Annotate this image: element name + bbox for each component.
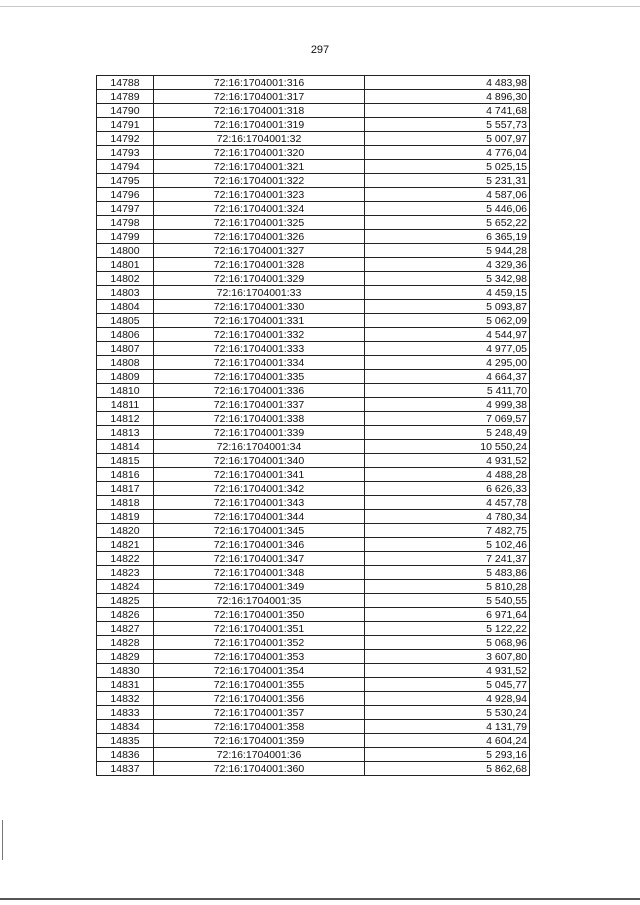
row-number-cell: 14808 [97, 356, 154, 370]
row-number-cell: 14800 [97, 244, 154, 258]
value-cell: 5 652,22 [365, 216, 530, 230]
table-row [97, 202, 530, 216]
row-number-cell: 14819 [97, 510, 154, 524]
table-row [97, 552, 530, 566]
row-number-cell: 14822 [97, 552, 154, 566]
cadastral-number-cell: 72:16:1704001:336 [154, 384, 365, 398]
value-cell: 4 587,06 [365, 188, 530, 202]
table-row [97, 132, 530, 146]
cadastral-number-cell: 72:16:1704001:322 [154, 174, 365, 188]
cadastral-number-cell: 72:16:1704001:342 [154, 482, 365, 496]
value-cell: 4 896,30 [365, 90, 530, 104]
cadastral-number-cell: 72:16:1704001:340 [154, 454, 365, 468]
table-row [97, 76, 530, 90]
cadastral-number-cell: 72:16:1704001:328 [154, 258, 365, 272]
cadastral-number-cell: 72:16:1704001:349 [154, 580, 365, 594]
row-number-cell: 14803 [97, 286, 154, 300]
row-number-cell: 14802 [97, 272, 154, 286]
row-number-cell: 14821 [97, 538, 154, 552]
cadastral-number-cell: 72:16:1704001:330 [154, 300, 365, 314]
table-row [97, 244, 530, 258]
page-number: 297 [310, 44, 330, 56]
cadastral-number-cell: 72:16:1704001:352 [154, 636, 365, 650]
table-row [97, 384, 530, 398]
table-row [97, 706, 530, 720]
cadastral-number-cell: 72:16:1704001:334 [154, 356, 365, 370]
value-cell: 5 068,96 [365, 636, 530, 650]
scan-edge-left [2, 820, 3, 860]
table-row [97, 412, 530, 426]
cadastral-number-cell: 72:16:1704001:348 [154, 566, 365, 580]
table-row [97, 188, 530, 202]
table-row [97, 342, 530, 356]
cadastral-number-cell: 72:16:1704001:34 [154, 440, 365, 454]
table-row [97, 174, 530, 188]
table-row [97, 286, 530, 300]
row-number-cell: 14799 [97, 230, 154, 244]
table-row [97, 580, 530, 594]
cadastral-number-cell: 72:16:1704001:350 [154, 608, 365, 622]
row-number-cell: 14788 [97, 76, 154, 90]
table-row [97, 524, 530, 538]
value-cell: 5 483,86 [365, 566, 530, 580]
value-cell: 4 544,97 [365, 328, 530, 342]
value-cell: 5 231,31 [365, 174, 530, 188]
cadastral-number-cell: 72:16:1704001:333 [154, 342, 365, 356]
cadastral-number-cell: 72:16:1704001:327 [154, 244, 365, 258]
table-row [97, 398, 530, 412]
value-cell: 6 971,64 [365, 608, 530, 622]
row-number-cell: 14790 [97, 104, 154, 118]
cadastral-number-cell: 72:16:1704001:358 [154, 720, 365, 734]
value-cell: 4 776,04 [365, 146, 530, 160]
value-cell: 5 062,09 [365, 314, 530, 328]
row-number-cell: 14825 [97, 594, 154, 608]
row-number-cell: 14829 [97, 650, 154, 664]
row-number-cell: 14814 [97, 440, 154, 454]
table-row [97, 230, 530, 244]
table-row [97, 356, 530, 370]
cadastral-number-cell: 72:16:1704001:332 [154, 328, 365, 342]
row-number-cell: 14835 [97, 734, 154, 748]
table-row [97, 692, 530, 706]
table-row [97, 90, 530, 104]
row-number-cell: 14793 [97, 146, 154, 160]
value-cell: 4 483,98 [365, 76, 530, 90]
row-number-cell: 14804 [97, 300, 154, 314]
cadastral-number-cell: 72:16:1704001:351 [154, 622, 365, 636]
cadastral-number-cell: 72:16:1704001:339 [154, 426, 365, 440]
row-number-cell: 14812 [97, 412, 154, 426]
cadastral-number-cell: 72:16:1704001:353 [154, 650, 365, 664]
cadastral-number-cell: 72:16:1704001:36 [154, 748, 365, 762]
cadastral-number-cell: 72:16:1704001:319 [154, 118, 365, 132]
cadastral-number-cell: 72:16:1704001:341 [154, 468, 365, 482]
row-number-cell: 14798 [97, 216, 154, 230]
table-row [97, 440, 530, 454]
value-cell: 4 741,68 [365, 104, 530, 118]
cadastral-number-cell: 72:16:1704001:331 [154, 314, 365, 328]
value-cell: 6 626,33 [365, 482, 530, 496]
cadastral-number-cell: 72:16:1704001:317 [154, 90, 365, 104]
value-cell: 5 411,70 [365, 384, 530, 398]
cadastral-number-cell: 72:16:1704001:344 [154, 510, 365, 524]
row-number-cell: 14795 [97, 174, 154, 188]
row-number-cell: 14837 [97, 762, 154, 776]
value-cell: 5 122,22 [365, 622, 530, 636]
row-number-cell: 14789 [97, 90, 154, 104]
row-number-cell: 14792 [97, 132, 154, 146]
value-cell: 7 069,57 [365, 412, 530, 426]
table-row [97, 146, 530, 160]
row-number-cell: 14836 [97, 748, 154, 762]
table-row [97, 748, 530, 762]
row-number-cell: 14826 [97, 608, 154, 622]
table-row [97, 678, 530, 692]
cadastral-number-cell: 72:16:1704001:345 [154, 524, 365, 538]
cadastral-number-cell: 72:16:1704001:326 [154, 230, 365, 244]
row-number-cell: 14816 [97, 468, 154, 482]
value-cell: 4 931,52 [365, 454, 530, 468]
table-row [97, 300, 530, 314]
table-row [97, 482, 530, 496]
value-cell: 5 446,06 [365, 202, 530, 216]
table-row [97, 314, 530, 328]
value-cell: 4 329,36 [365, 258, 530, 272]
value-cell: 10 550,24 [365, 440, 530, 454]
table-row [97, 426, 530, 440]
row-number-cell: 14818 [97, 496, 154, 510]
cadastral-number-cell: 72:16:1704001:354 [154, 664, 365, 678]
table-row [97, 258, 530, 272]
row-number-cell: 14810 [97, 384, 154, 398]
cadastral-number-cell: 72:16:1704001:355 [154, 678, 365, 692]
table-row [97, 496, 530, 510]
table-row [97, 272, 530, 286]
cadastral-number-cell: 72:16:1704001:33 [154, 286, 365, 300]
row-number-cell: 14796 [97, 188, 154, 202]
cadastral-number-cell: 72:16:1704001:335 [154, 370, 365, 384]
row-number-cell: 14791 [97, 118, 154, 132]
cadastral-number-cell: 72:16:1704001:338 [154, 412, 365, 426]
cadastral-number-cell: 72:16:1704001:337 [154, 398, 365, 412]
row-number-cell: 14831 [97, 678, 154, 692]
table-row [97, 608, 530, 622]
row-number-cell: 14817 [97, 482, 154, 496]
value-cell: 5 045,77 [365, 678, 530, 692]
cadastral-number-cell: 72:16:1704001:359 [154, 734, 365, 748]
row-number-cell: 14801 [97, 258, 154, 272]
table-body [97, 76, 530, 776]
row-number-cell: 14823 [97, 566, 154, 580]
value-cell: 5 248,49 [365, 426, 530, 440]
table-row [97, 566, 530, 580]
cadastral-number-cell: 72:16:1704001:320 [154, 146, 365, 160]
value-cell: 4 999,38 [365, 398, 530, 412]
table-row [97, 664, 530, 678]
cadastral-number-cell: 72:16:1704001:347 [154, 552, 365, 566]
cadastral-number-cell: 72:16:1704001:346 [154, 538, 365, 552]
value-cell: 5 557,73 [365, 118, 530, 132]
scan-edge-top [0, 6, 640, 7]
row-number-cell: 14813 [97, 426, 154, 440]
cadastral-number-cell: 72:16:1704001:324 [154, 202, 365, 216]
cadastral-number-cell: 72:16:1704001:323 [154, 188, 365, 202]
value-cell: 3 607,80 [365, 650, 530, 664]
row-number-cell: 14815 [97, 454, 154, 468]
row-number-cell: 14833 [97, 706, 154, 720]
table-row [97, 594, 530, 608]
value-cell: 4 604,24 [365, 734, 530, 748]
value-cell: 5 293,16 [365, 748, 530, 762]
value-cell: 6 365,19 [365, 230, 530, 244]
cadastral-number-cell: 72:16:1704001:360 [154, 762, 365, 776]
table-row [97, 762, 530, 776]
row-number-cell: 14811 [97, 398, 154, 412]
row-number-cell: 14834 [97, 720, 154, 734]
scan-edge-bottom [0, 898, 640, 900]
table-row [97, 454, 530, 468]
value-cell: 5 093,87 [365, 300, 530, 314]
value-cell: 5 862,68 [365, 762, 530, 776]
value-cell: 4 457,78 [365, 496, 530, 510]
cadastral-number-cell: 72:16:1704001:321 [154, 160, 365, 174]
cadastral-number-cell: 72:16:1704001:32 [154, 132, 365, 146]
cadastral-number-cell: 72:16:1704001:356 [154, 692, 365, 706]
value-cell: 4 488,28 [365, 468, 530, 482]
row-number-cell: 14820 [97, 524, 154, 538]
cadastral-number-cell: 72:16:1704001:316 [154, 76, 365, 90]
value-cell: 4 459,15 [365, 286, 530, 300]
table-row [97, 510, 530, 524]
value-cell: 7 482,75 [365, 524, 530, 538]
table-row [97, 370, 530, 384]
row-number-cell: 14797 [97, 202, 154, 216]
table-row [97, 328, 530, 342]
value-cell: 4 131,79 [365, 720, 530, 734]
value-cell: 5 007,97 [365, 132, 530, 146]
value-cell: 4 664,37 [365, 370, 530, 384]
table-row [97, 118, 530, 132]
cadastral-number-cell: 72:16:1704001:357 [154, 706, 365, 720]
row-number-cell: 14830 [97, 664, 154, 678]
cadastral-number-cell: 72:16:1704001:329 [154, 272, 365, 286]
value-cell: 5 342,98 [365, 272, 530, 286]
row-number-cell: 14806 [97, 328, 154, 342]
table-row [97, 650, 530, 664]
table-row [97, 622, 530, 636]
table-row [97, 636, 530, 650]
table-row [97, 216, 530, 230]
value-cell: 4 977,05 [365, 342, 530, 356]
value-cell: 4 931,52 [365, 664, 530, 678]
value-cell: 5 025,15 [365, 160, 530, 174]
cadastral-number-cell: 72:16:1704001:318 [154, 104, 365, 118]
row-number-cell: 14809 [97, 370, 154, 384]
table-row [97, 104, 530, 118]
row-number-cell: 14805 [97, 314, 154, 328]
cadastral-number-cell: 72:16:1704001:35 [154, 594, 365, 608]
value-cell: 7 241,37 [365, 552, 530, 566]
row-number-cell: 14828 [97, 636, 154, 650]
table-row [97, 720, 530, 734]
value-cell: 5 530,24 [365, 706, 530, 720]
cadastral-number-cell: 72:16:1704001:325 [154, 216, 365, 230]
row-number-cell: 14827 [97, 622, 154, 636]
value-cell: 5 810,28 [365, 580, 530, 594]
value-cell: 5 540,55 [365, 594, 530, 608]
value-cell: 4 928,94 [365, 692, 530, 706]
table-row [97, 734, 530, 748]
value-cell: 5 944,28 [365, 244, 530, 258]
table-row [97, 538, 530, 552]
value-cell: 5 102,46 [365, 538, 530, 552]
table-row [97, 160, 530, 174]
value-cell: 4 295,00 [365, 356, 530, 370]
cadastral-number-cell: 72:16:1704001:343 [154, 496, 365, 510]
row-number-cell: 14807 [97, 342, 154, 356]
cadastral-table [96, 75, 530, 776]
value-cell: 4 780,34 [365, 510, 530, 524]
row-number-cell: 14794 [97, 160, 154, 174]
row-number-cell: 14824 [97, 580, 154, 594]
row-number-cell: 14832 [97, 692, 154, 706]
table-row [97, 468, 530, 482]
